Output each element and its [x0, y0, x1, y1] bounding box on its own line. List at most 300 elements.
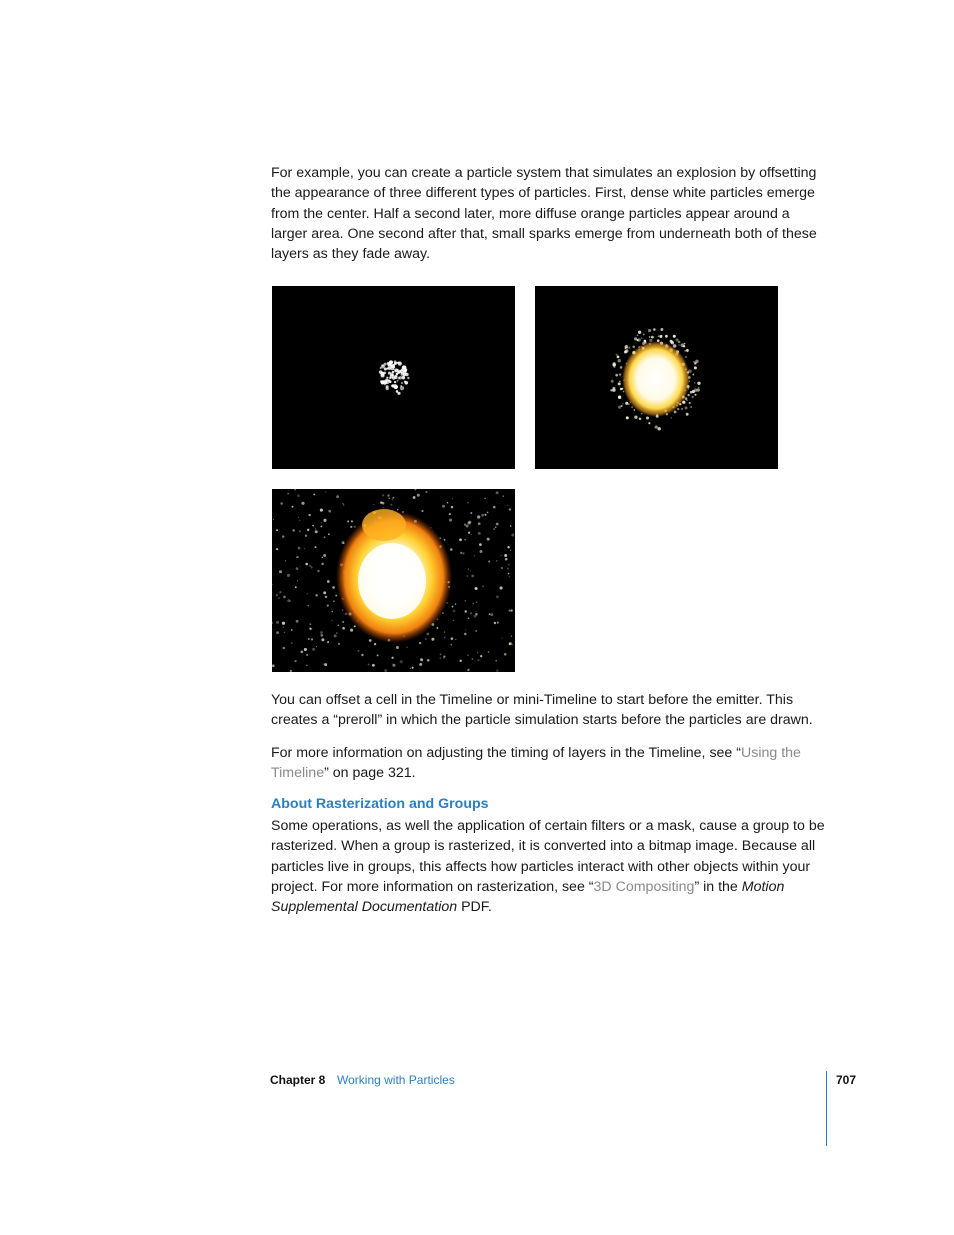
spark: [467, 521, 470, 524]
spark: [377, 654, 379, 656]
particle: [684, 343, 686, 345]
footer-chapter-label: Chapter 8: [270, 1073, 326, 1087]
particle: [387, 366, 391, 370]
timeline-reference-paragraph: [271, 743, 827, 784]
spark: [471, 534, 472, 535]
spark: [289, 600, 291, 602]
spark: [504, 653, 507, 656]
spark: [311, 638, 313, 640]
spark: [276, 631, 279, 634]
spark: [496, 523, 499, 526]
spark: [311, 567, 313, 569]
spark: [467, 575, 468, 576]
spark: [296, 567, 299, 570]
particle: [692, 396, 694, 398]
spark: [321, 638, 324, 641]
spark: [477, 659, 479, 661]
spark: [276, 529, 278, 531]
spark: [296, 620, 299, 623]
particle: [394, 362, 397, 365]
spark: [460, 660, 462, 662]
spark: [392, 497, 394, 499]
particle: [624, 351, 627, 354]
spark: [488, 651, 490, 653]
spark: [388, 497, 389, 498]
spark: [400, 660, 403, 663]
spark: [460, 552, 462, 554]
spark: [465, 629, 466, 630]
particle: [401, 382, 403, 384]
spark: [282, 626, 284, 628]
particle: [686, 413, 689, 416]
particle: [648, 422, 650, 424]
spark: [470, 512, 472, 514]
particle: [634, 409, 636, 411]
spark: [313, 493, 315, 495]
particle: [381, 380, 385, 384]
spark: [449, 513, 451, 515]
particle: [694, 394, 696, 396]
using-the-timeline-link[interactable]: Using the Timeline: [271, 745, 801, 782]
spark: [291, 629, 293, 631]
spark: [508, 563, 510, 565]
spark: [453, 610, 456, 613]
particle: [403, 368, 406, 371]
particle: [694, 362, 697, 365]
particle: [618, 382, 621, 385]
particle: [639, 418, 642, 421]
particle: [384, 367, 387, 370]
spark: [322, 557, 323, 558]
spark: [272, 664, 275, 667]
spark: [507, 546, 509, 548]
spark: [308, 605, 309, 606]
spark: [323, 591, 326, 594]
spark: [342, 503, 344, 505]
spark: [297, 556, 299, 558]
spark: [396, 646, 399, 649]
spark: [495, 526, 497, 528]
spark: [314, 546, 316, 548]
spark: [323, 554, 326, 557]
spark: [392, 664, 395, 667]
spark: [509, 610, 511, 612]
spark: [276, 594, 278, 596]
spark: [312, 525, 314, 527]
spark: [488, 561, 490, 563]
spark: [476, 611, 477, 612]
spark: [440, 658, 441, 659]
particle: [386, 377, 388, 379]
spark: [509, 576, 510, 577]
spark: [473, 603, 474, 604]
spark: [478, 522, 481, 525]
spark: [272, 584, 273, 585]
particle: [628, 347, 630, 349]
spark: [336, 632, 338, 634]
spark: [477, 515, 480, 518]
spark: [331, 620, 333, 622]
spark: [451, 637, 454, 640]
spark: [374, 643, 376, 645]
spark: [299, 530, 301, 532]
particle: [649, 336, 651, 338]
spark: [337, 624, 339, 626]
spark: [273, 519, 274, 520]
spark: [464, 539, 466, 541]
spark: [510, 609, 512, 611]
spark: [452, 498, 453, 499]
spark: [335, 595, 337, 597]
spark: [490, 613, 493, 616]
particle: [403, 373, 406, 376]
particle: [619, 381, 621, 383]
spark: [307, 529, 309, 531]
spark: [320, 525, 322, 527]
spark: [300, 566, 301, 567]
spark: [449, 519, 452, 522]
spark: [462, 552, 464, 554]
spark: [310, 623, 312, 625]
intro-paragraph: For example, you can create a particle system that simulates an explosion by offsetting the appearance of three different types of particles. First, dense white particles emerge from the center. Half a second later, more diffuse orange particles appear around a larger area. One second after that, small sparks emerge from underneath both of these layers as they fade away.: [271, 165, 817, 263]
particle: [658, 336, 659, 337]
spark: [484, 498, 486, 500]
spark: [321, 522, 322, 523]
spark: [305, 534, 307, 536]
spark: [467, 502, 468, 503]
spark: [412, 667, 414, 669]
spark: [452, 606, 454, 608]
particle: [394, 375, 398, 379]
spark: [450, 548, 453, 551]
particle: [394, 381, 396, 383]
spark: [285, 560, 286, 561]
spark: [507, 505, 508, 506]
spark: [278, 597, 280, 599]
particle: [690, 391, 693, 394]
particle: [392, 371, 395, 374]
spark: [294, 489, 296, 490]
spark: [291, 642, 293, 644]
spark: [320, 631, 323, 634]
spark: [511, 534, 514, 537]
spark: [316, 646, 317, 647]
spark: [468, 532, 470, 534]
spark: [479, 543, 482, 546]
particle: [697, 388, 700, 391]
particle: [678, 341, 681, 344]
spark: [297, 494, 300, 497]
spark: [297, 580, 298, 581]
particle: [673, 335, 676, 338]
particle: [620, 388, 623, 391]
spark: [511, 635, 512, 636]
particle: [679, 344, 680, 345]
spark: [459, 538, 462, 541]
particle: [670, 340, 673, 343]
particle: [398, 361, 400, 363]
spark: [280, 502, 283, 505]
particle: [655, 426, 658, 429]
spark: [279, 570, 282, 573]
spark: [342, 621, 344, 623]
spark: [425, 638, 426, 639]
particle: [686, 400, 687, 401]
spark: [343, 504, 344, 505]
spark: [464, 610, 466, 612]
spark: [369, 639, 372, 642]
spark: [304, 548, 305, 549]
particle: [619, 373, 621, 375]
spark: [327, 641, 329, 643]
spark: [487, 512, 489, 514]
spark: [373, 504, 374, 505]
spark: [467, 669, 469, 671]
spark: [475, 587, 478, 590]
spark: [464, 600, 466, 602]
spark: [333, 600, 335, 602]
spark: [368, 664, 370, 666]
section-heading: About Rasterization and Groups: [271, 796, 489, 812]
particle: [681, 408, 683, 410]
particle: [400, 386, 404, 390]
spark: [390, 504, 392, 506]
spark: [287, 493, 289, 495]
spark: [283, 647, 286, 650]
spark: [444, 632, 445, 633]
spark: [338, 643, 340, 645]
particle: [670, 417, 671, 418]
spark: [455, 603, 456, 604]
particle: [685, 356, 687, 358]
particle: [657, 427, 660, 430]
spark: [282, 622, 285, 625]
spark: [450, 644, 452, 646]
spark: [508, 573, 510, 575]
particle: [386, 385, 389, 388]
spark: [292, 506, 294, 508]
spark: [493, 506, 496, 509]
spark: [307, 593, 308, 594]
particle: [692, 374, 694, 376]
spark: [284, 632, 285, 633]
particle: [401, 369, 404, 372]
particle: [620, 366, 623, 369]
para4-text-mid: ” in the: [694, 878, 742, 895]
particle: [612, 388, 616, 392]
spark: [436, 627, 438, 629]
particle: [659, 335, 662, 338]
particle: [621, 405, 623, 407]
spark: [474, 615, 477, 618]
particle: [402, 376, 405, 379]
particle: [613, 363, 616, 366]
spark: [309, 514, 311, 516]
spark: [496, 670, 498, 672]
spark: [440, 653, 442, 655]
para3-text-before: For more information on adjusting the timing of layers in the Timeline, see “: [271, 745, 741, 761]
spark: [332, 611, 333, 612]
particle: [651, 336, 654, 339]
spark: [427, 659, 430, 662]
particle: [396, 390, 398, 392]
spark: [331, 608, 332, 609]
spark: [410, 668, 411, 669]
particle: [676, 338, 679, 341]
spark: [478, 532, 481, 535]
spark: [372, 664, 375, 667]
spark: [501, 567, 503, 569]
frame-3-graphic: [272, 489, 515, 672]
spark: [420, 658, 423, 661]
spark: [320, 509, 323, 512]
particle: [686, 349, 689, 352]
spark: [453, 620, 454, 621]
explosion-frame-2-image: [535, 286, 778, 469]
spark: [447, 502, 448, 503]
spark: [476, 602, 477, 603]
spark: [442, 505, 445, 508]
spark: [387, 494, 389, 496]
spark: [301, 502, 304, 505]
particle: [397, 380, 399, 382]
spark: [497, 622, 499, 624]
spark: [484, 514, 486, 516]
3d-compositing-link[interactable]: 3D Compositing: [593, 878, 695, 895]
particle: [404, 381, 406, 383]
spark: [480, 655, 482, 657]
particle: [379, 370, 382, 373]
footer-chapter-title: Working with Particles: [337, 1073, 455, 1087]
spark: [310, 628, 313, 631]
spark: [471, 574, 474, 577]
spark: [482, 586, 483, 587]
spark: [272, 622, 273, 624]
frame-2-graphic: [535, 286, 778, 469]
spark: [431, 638, 434, 641]
spark: [306, 665, 307, 666]
spark: [444, 539, 446, 541]
spark: [512, 644, 513, 645]
spark: [496, 595, 499, 598]
spark: [414, 489, 416, 490]
spark: [283, 596, 286, 599]
particle: [625, 347, 627, 349]
particle: [665, 335, 668, 338]
spark: [468, 617, 470, 619]
particle: [407, 377, 409, 379]
particle: [698, 387, 699, 388]
particle: [618, 396, 621, 399]
spark: [383, 507, 384, 508]
spark: [470, 612, 472, 614]
spark: [342, 627, 345, 630]
spark: [502, 638, 503, 639]
spark: [496, 560, 497, 561]
spark: [321, 563, 324, 566]
spark: [300, 650, 303, 653]
spark: [472, 658, 473, 659]
spark: [510, 525, 512, 527]
particle: [615, 374, 618, 377]
particle: [687, 394, 689, 396]
particle: [394, 368, 398, 372]
spark: [276, 621, 279, 624]
spark: [293, 529, 295, 531]
particle: [625, 402, 628, 405]
particle: [638, 331, 641, 334]
particle: [637, 334, 639, 336]
particle: [397, 377, 400, 380]
spark: [419, 642, 421, 644]
spark: [324, 536, 326, 538]
particle: [634, 416, 637, 419]
particle: [626, 347, 627, 348]
particle: [386, 381, 389, 384]
particle: [618, 359, 621, 362]
spark: [299, 520, 301, 522]
spark: [315, 528, 316, 529]
spark: [487, 538, 490, 541]
spark: [327, 604, 329, 606]
spark: [350, 526, 352, 528]
spark: [421, 510, 423, 512]
spark: [320, 634, 323, 637]
spark: [304, 648, 307, 651]
particle: [388, 372, 391, 375]
spark: [392, 499, 393, 500]
spark: [384, 669, 387, 672]
spark: [336, 495, 339, 498]
particle: [694, 382, 695, 383]
particle: [694, 366, 697, 369]
spark: [358, 650, 360, 652]
spark: [325, 491, 326, 492]
particle: [690, 406, 692, 408]
spark: [444, 637, 446, 639]
spark: [316, 594, 318, 596]
spark: [282, 535, 285, 538]
spark: [382, 494, 384, 496]
spark: [451, 506, 453, 508]
spark: [287, 574, 290, 577]
spark: [503, 495, 504, 496]
particle: [648, 329, 651, 332]
spark: [334, 634, 337, 637]
particle: [697, 382, 700, 385]
particle: [653, 328, 656, 331]
spark: [317, 570, 319, 572]
spark: [419, 663, 422, 666]
spark: [493, 528, 494, 529]
particle: [616, 354, 618, 356]
spark: [406, 646, 408, 648]
spark: [413, 496, 416, 499]
footer-page-number: 707: [836, 1073, 857, 1087]
spark: [397, 509, 398, 510]
particle: [685, 350, 687, 352]
spark: [324, 663, 327, 666]
spark: [342, 610, 343, 611]
spark: [468, 569, 469, 570]
spark: [480, 550, 483, 553]
spark: [315, 530, 318, 533]
particle: [391, 384, 394, 387]
particle: [660, 328, 663, 331]
particle: [637, 339, 639, 341]
particle: [610, 389, 612, 391]
spark: [312, 648, 315, 651]
